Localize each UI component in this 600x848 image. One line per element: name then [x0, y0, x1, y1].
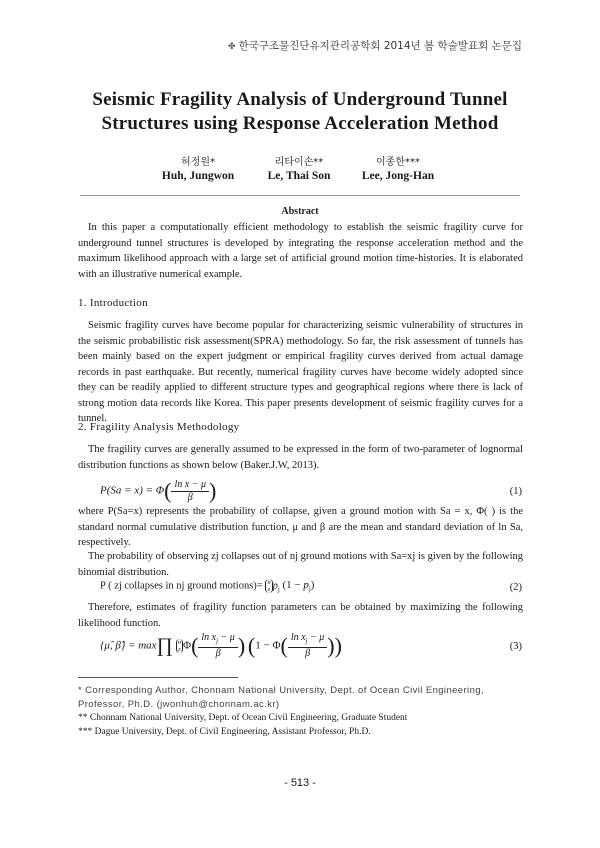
- footnote-corresponding-author: * Corresponding Author, Chonnam National University, Dept. of Ocean Civil Engineering, Professor, Ph.D. (jwonhuh@chonnam.ac.kr): [78, 685, 484, 710]
- header-bullet-icon: ✤: [227, 42, 236, 52]
- header-text: 한국구조물진단유지관리공학회 2014년 봄 학술발표회 논문집: [238, 40, 522, 52]
- method-paragraph-3: The probability of observing zj collapses out of nj ground motions with Sa=xj is given by the following binomial distribution.: [78, 551, 523, 578]
- title-line-1: Seismic Fragility Analysis of Underground Tunnel: [92, 89, 508, 110]
- method-paragraph-2: where P(Sa=x) represents the probability of collapse, given a ground motion with Sa = x, Φ( ) is the standard normal cumulative distribution function, μ and β are the mean and standard deviation of ln Sa, respectively.: [78, 506, 523, 548]
- equation-1-number: (1): [509, 486, 522, 497]
- author-3-korean: 이종한***: [376, 157, 420, 168]
- equation-3: {μ̂, β̂} = max∏ n z Φ( $\frac{\ln x_j - \mu}{\beta}$ ) (1 − Φ( $\frac{\ln x_j - \mu}{\beta}$ )): [100, 632, 342, 659]
- equation-3-left: {μ̂, β̂} = max: [100, 639, 157, 652]
- method-paragraph-4: Therefore, estimates of fragility function parameters can be obtained by maximizing the following likelihood function.: [78, 602, 523, 629]
- equation-3-number: (3): [509, 641, 522, 652]
- equation-2-number: (2): [509, 582, 522, 593]
- footnote-third-author: *** Dague University, Dept. of Civil Engineering, Assistant Professor, Ph.D.: [78, 727, 371, 737]
- author-1-english: Huh, Jungwon: [161, 170, 235, 182]
- footnote-second-author: ** Chonnam National University, Dept. of Ocean Civil Engineering, Graduate Student: [78, 713, 408, 723]
- section-introduction-heading: 1. Introduction: [78, 297, 148, 309]
- author-2-korean: 리타이손**: [274, 157, 324, 168]
- equation-1-denominator: β: [187, 491, 193, 503]
- footnote-divider: [78, 677, 238, 678]
- equation-1: P(Sa = x) = Φ( $\frac{\text{ln x − μ}}{\beta}$ ): [100, 478, 217, 503]
- running-header: [228, 38, 522, 53]
- equation-2: P ( zj collapses in nj ground motions)= n z $p_j$ $(1 - p_j)$: [100, 579, 315, 594]
- header-divider: [80, 195, 520, 196]
- introduction-text: Seismic fragility curves have become popular for characterizing seismic vulnerability of structures in the seismic probabilistic risk assessment(SPRA) methodology. So far, the risk assessment of tunnels has been mainly based on the expert judgment or empirical fragility curves derived from actual damage records in past earthquake. But recently, numerical fragility curves have become widely adopted since they can be readily applied to different structure types and geographical regions where there is lack of strong motion data records like Korea. This paper presents development of seismic fragility curves for a tunnel.: [78, 320, 523, 424]
- author-3-english: Lee, Jong-Han: [361, 170, 435, 182]
- section-method-heading: 2. Fragility Analysis Methodology: [78, 421, 240, 433]
- author-1-korean: 허정원*: [181, 157, 215, 168]
- method-paragraph-1: The fragility curves are generally assumed to be expressed in the form of two-parameter of lognormal distribution functions as shown below (Baker.J.W, 2013).: [78, 444, 523, 471]
- equation-1-numerator: ln x − μ: [171, 479, 208, 492]
- author-3: [338, 153, 458, 182]
- abstract-text: In this paper a computationally efficient methodology to establish the seismic fragility curve for underground tunnel structures is developed by integrating the response acceleration method and the maximum likelihood approach with a large set of artificial ground motion time-histories. It is elaborated with an illustrative numerical example.: [78, 222, 523, 280]
- page-number: - 513 -: [284, 777, 316, 789]
- abstract-heading: Abstract: [281, 206, 319, 217]
- paper-title: [0, 88, 600, 136]
- equation-1-left: P(Sa = x) = Φ: [100, 484, 165, 497]
- equation-2-text: P ( zj collapses in nj ground motions)=: [100, 580, 263, 592]
- title-line-2: Structures using Response Acceleration Method: [101, 113, 499, 134]
- equation-3-binomial-icon: n z: [177, 639, 182, 653]
- author-2-english: Le, Thai Son: [267, 170, 331, 182]
- author-block: [0, 153, 600, 189]
- equation-2-binomial-icon: n z: [267, 579, 271, 593]
